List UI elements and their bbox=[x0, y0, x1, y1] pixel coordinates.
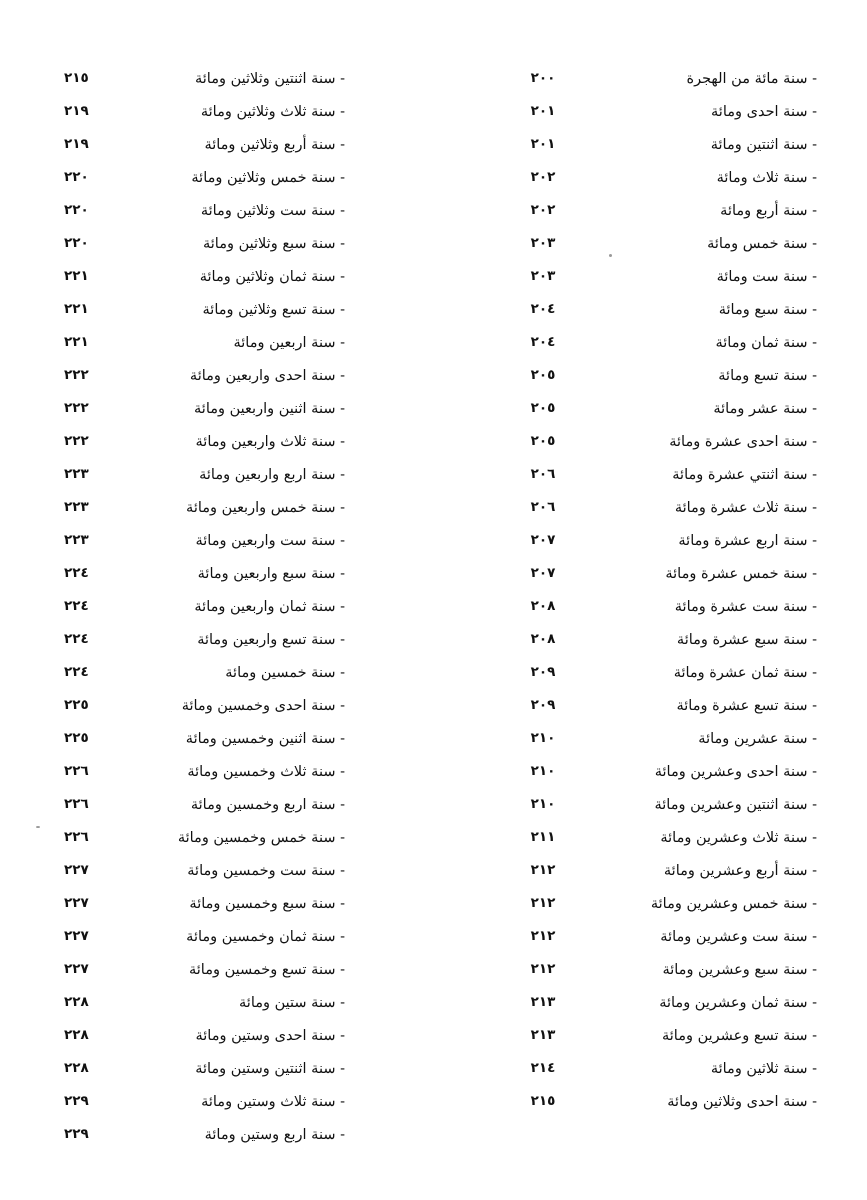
toc-entry bbox=[520, 1018, 817, 1051]
toc-entry-page-number: ٢٢٢ bbox=[64, 432, 89, 449]
toc-entry bbox=[520, 952, 817, 985]
toc-entry-title-wrap bbox=[175, 365, 345, 384]
toc-entry-title: - سنة سبع ومائة bbox=[719, 302, 817, 318]
toc-entry-page-number: ٢٠٦ bbox=[530, 465, 556, 482]
toc-entry bbox=[64, 919, 345, 952]
toc-entry bbox=[520, 655, 817, 688]
toc-entry-page-number: ٢١٢ bbox=[530, 960, 556, 977]
toc-entry bbox=[64, 259, 345, 292]
toc-entry-title: - سنة ثمان وعشرين ومائة bbox=[659, 995, 817, 1011]
toc-entry-page-number: ٢٢٤ bbox=[64, 630, 89, 647]
toc-entry-title: - سنة اثنين وخمسين ومائة bbox=[186, 731, 345, 747]
toc-column-right bbox=[520, 61, 817, 1117]
toc-entry-title: - سنة ست وخمسين ومائة bbox=[187, 863, 345, 879]
toc-entry bbox=[520, 787, 817, 820]
toc-entry-title-wrap bbox=[717, 167, 817, 186]
toc-entry-title-wrap bbox=[175, 167, 345, 186]
toc-entry-title-wrap bbox=[660, 827, 817, 846]
toc-entry bbox=[64, 457, 345, 490]
toc-entry-page-number: ٢١٠ bbox=[530, 795, 556, 812]
toc-entry-title: - سنة أربع وثلاثين ومائة bbox=[204, 137, 345, 153]
toc-entry bbox=[520, 94, 817, 127]
toc-entry bbox=[520, 490, 817, 523]
toc-entry-page-number: ٢١٩ bbox=[64, 102, 89, 119]
toc-entry-title: - سنة سبع وعشرين ومائة bbox=[662, 962, 817, 978]
toc-entry-title: - سنة ست وثلاثين ومائة bbox=[201, 203, 345, 219]
toc-entry-page-number: ٢٠٧ bbox=[530, 564, 556, 581]
toc-entry-title: - سنة ثلاث عشرة ومائة bbox=[675, 500, 817, 516]
toc-entry bbox=[64, 622, 345, 655]
toc-entry-page-number: ٢١٤ bbox=[530, 1059, 556, 1076]
toc-entry-title-wrap bbox=[175, 926, 345, 945]
toc-entry bbox=[520, 853, 817, 886]
toc-entry-title: - سنة خمس عشرة ومائة bbox=[665, 566, 817, 582]
toc-entry-title: - سنة تسع وخمسين ومائة bbox=[189, 962, 345, 978]
toc-entry bbox=[64, 325, 345, 358]
toc-entry-title-wrap bbox=[175, 1025, 345, 1044]
toc-entry-title-wrap bbox=[175, 761, 345, 780]
toc-entry-title: - سنة اربع وستين ومائة bbox=[205, 1127, 345, 1143]
toc-entry-page-number: ٢٢٨ bbox=[64, 1059, 89, 1076]
toc-entry-title: - سنة اثنتين وثلاثين ومائة bbox=[195, 71, 345, 87]
toc-entry bbox=[520, 721, 817, 754]
toc-entry bbox=[520, 985, 817, 1018]
toc-entry-title: - سنة اثنتين ومائة bbox=[711, 137, 817, 153]
toc-entry bbox=[520, 424, 817, 457]
toc-entry-page-number: ٢٢٤ bbox=[64, 564, 89, 581]
toc-entry-title: - سنة ثلاثين ومائة bbox=[711, 1061, 817, 1077]
toc-entry bbox=[64, 688, 345, 721]
toc-entry-title: - سنة خمس واربعين ومائة bbox=[186, 500, 345, 516]
toc-entry-title: - سنة تسع ومائة bbox=[718, 368, 817, 384]
toc-entry-title: - سنة اربع وخمسين ومائة bbox=[191, 797, 345, 813]
toc-entry-title: - سنة تسع وثلاثين ومائة bbox=[203, 302, 345, 318]
toc-entry-title-wrap bbox=[655, 761, 817, 780]
toc-entry-title: - سنة اثنتي عشرة ومائة bbox=[672, 467, 817, 483]
toc-entry bbox=[520, 589, 817, 622]
toc-entry-page-number: ٢٠٦ bbox=[530, 498, 556, 515]
toc-entry-title-wrap bbox=[175, 695, 345, 714]
toc-entry-title: - سنة ثمان وثلاثين ومائة bbox=[200, 269, 345, 285]
toc-entry bbox=[64, 1084, 345, 1117]
toc-entry-title-wrap bbox=[677, 629, 817, 648]
toc-entry-page-number: ٢١٥ bbox=[530, 1092, 556, 1109]
page-speck bbox=[36, 826, 40, 828]
toc-entry-title: - سنة خمس وخمسين ومائة bbox=[178, 830, 345, 846]
toc-entry-title: - سنة تسع وعشرين ومائة bbox=[662, 1028, 817, 1044]
toc-entry-page-number: ٢٢٨ bbox=[64, 1026, 89, 1043]
toc-entry-page-number: ٢٢٣ bbox=[64, 531, 89, 548]
toc-entry-title-wrap bbox=[720, 200, 817, 219]
toc-entry bbox=[520, 1084, 817, 1117]
toc-entry bbox=[64, 193, 345, 226]
toc-entry bbox=[64, 358, 345, 391]
toc-entry-page-number: ٢٠٢ bbox=[530, 168, 556, 185]
toc-entry bbox=[64, 391, 345, 424]
toc-entry bbox=[520, 622, 817, 655]
toc-entry-title-wrap bbox=[175, 299, 345, 318]
toc-entry-page-number: ٢٠٩ bbox=[530, 696, 556, 713]
toc-entry-page-number: ٢٢٦ bbox=[64, 795, 89, 812]
toc-entry-title-wrap bbox=[667, 1091, 817, 1110]
toc-entry-title: - سنة اثنتين وعشرين ومائة bbox=[654, 797, 817, 813]
toc-entry-title-wrap bbox=[175, 266, 345, 285]
toc-entry-title-wrap bbox=[660, 926, 817, 945]
toc-entry-title-wrap bbox=[175, 233, 345, 252]
toc-entry-title-wrap bbox=[175, 497, 345, 516]
toc-entry-page-number: ٢٢٠ bbox=[64, 168, 89, 185]
toc-entry-title: - سنة احدى وستين ومائة bbox=[195, 1028, 345, 1044]
toc-entry-title-wrap bbox=[719, 299, 817, 318]
toc-entry-page-number: ٢١٠ bbox=[530, 729, 556, 746]
toc-entry-title-wrap bbox=[662, 1025, 817, 1044]
toc-entry-title: - سنة سبع واربعين ومائة bbox=[198, 566, 345, 582]
toc-entry bbox=[64, 61, 345, 94]
toc-entry-page-number: ٢٢٠ bbox=[64, 234, 89, 251]
toc-entry-title: - سنة اربع عشرة ومائة bbox=[678, 533, 817, 549]
toc-entry-title: - سنة تسع واربعين ومائة bbox=[197, 632, 345, 648]
toc-entry bbox=[64, 94, 345, 127]
toc-entry bbox=[64, 1018, 345, 1051]
toc-entry-page-number: ٢١٩ bbox=[64, 135, 89, 152]
toc-entry-title: - سنة ست واربعين ومائة bbox=[195, 533, 345, 549]
toc-entry-title-wrap bbox=[175, 1091, 345, 1110]
toc-entry-page-number: ٢٠١ bbox=[530, 135, 556, 152]
toc-entry-title-wrap bbox=[713, 398, 817, 417]
toc-entry-title-wrap bbox=[711, 101, 817, 120]
toc-entry-title: - سنة اربع واربعين ومائة bbox=[199, 467, 345, 483]
toc-entry-title-wrap bbox=[175, 200, 345, 219]
toc-entry-title-wrap bbox=[175, 563, 345, 582]
toc-entry-page-number: ٢٢٥ bbox=[64, 696, 89, 713]
toc-entry-title: - سنة أربع وعشرين ومائة bbox=[664, 863, 817, 879]
toc-entry bbox=[64, 985, 345, 1018]
toc-entry-page-number: ٢٢٧ bbox=[64, 960, 89, 977]
toc-entry-page-number: ٢١٢ bbox=[530, 927, 556, 944]
toc-entry-page-number: ٢٢٢ bbox=[64, 366, 89, 383]
toc-entry bbox=[520, 358, 817, 391]
toc-entry-title-wrap bbox=[175, 464, 345, 483]
toc-entry-title: - سنة خمس وثلاثين ومائة bbox=[191, 170, 345, 186]
toc-entry-title: - سنة ستين ومائة bbox=[239, 995, 345, 1011]
toc-entry-title-wrap bbox=[676, 695, 817, 714]
toc-entry-title-wrap bbox=[675, 497, 817, 516]
toc-entry-title-wrap bbox=[717, 266, 817, 285]
toc-entry-page-number: ٢١٥ bbox=[64, 69, 89, 86]
toc-entry-page-number: ٢٠١ bbox=[530, 102, 556, 119]
toc-entry-title-wrap bbox=[175, 596, 345, 615]
toc-entry-title: - سنة احدى وخمسين ومائة bbox=[182, 698, 345, 714]
toc-entry-title: - سنة ست وعشرين ومائة bbox=[660, 929, 817, 945]
toc-entry-title: - سنة ثمان وخمسين ومائة bbox=[186, 929, 345, 945]
toc-entry-page-number: ٢١١ bbox=[530, 828, 556, 845]
toc-entry-title: - سنة ست ومائة bbox=[717, 269, 817, 285]
toc-entry-page-number: ٢٢٧ bbox=[64, 861, 89, 878]
toc-entry-page-number: ٢٠٠ bbox=[530, 69, 556, 86]
toc-entry-page-number: ٢١٢ bbox=[530, 894, 556, 911]
toc-entry bbox=[64, 721, 345, 754]
toc-entry bbox=[520, 193, 817, 226]
toc-entry-title: - سنة احدى عشرة ومائة bbox=[669, 434, 817, 450]
toc-entry-page-number: ٢٢٤ bbox=[64, 663, 89, 680]
toc-entry-title-wrap bbox=[175, 827, 345, 846]
toc-entry bbox=[520, 820, 817, 853]
toc-entry-page-number: ٢٢٢ bbox=[64, 399, 89, 416]
toc-entry-title: - سنة ثلاث وعشرين ومائة bbox=[660, 830, 817, 846]
toc-entry bbox=[520, 61, 817, 94]
toc-entry-page-number: ٢٢٤ bbox=[64, 597, 89, 614]
toc-entry-title-wrap bbox=[175, 794, 345, 813]
toc-entry-page-number: ٢٠٣ bbox=[530, 234, 556, 251]
toc-entry-page-number: ٢٢٧ bbox=[64, 894, 89, 911]
toc-entry-page-number: ٢٠٢ bbox=[530, 201, 556, 218]
toc-entry-page-number: ٢١٣ bbox=[530, 1026, 556, 1043]
toc-entry-page-number: ٢٠٥ bbox=[530, 366, 556, 383]
toc-entry-page-number: ٢٠٥ bbox=[530, 399, 556, 416]
toc-entry-page-number: ٢١٢ bbox=[530, 861, 556, 878]
toc-entry bbox=[64, 886, 345, 919]
toc-entry-page-number: ٢٢٠ bbox=[64, 201, 89, 218]
toc-entry bbox=[520, 556, 817, 589]
toc-entry bbox=[64, 1117, 345, 1150]
toc-entry bbox=[64, 160, 345, 193]
toc-entry-title: - سنة سبع عشرة ومائة bbox=[677, 632, 817, 648]
toc-entry-title: - سنة تسع عشرة ومائة bbox=[676, 698, 817, 714]
toc-entry-title-wrap bbox=[672, 464, 817, 483]
toc-entry-title: - سنة ثلاث ومائة bbox=[717, 170, 817, 186]
toc-entry-title-wrap bbox=[675, 596, 817, 615]
toc-entry-title-wrap bbox=[711, 134, 817, 153]
toc-entry-page-number: ٢١٠ bbox=[530, 762, 556, 779]
toc-entry-title: - سنة سبع وخمسين ومائة bbox=[189, 896, 345, 912]
toc-entry-title-wrap bbox=[674, 662, 817, 681]
toc-entry-title: - سنة اثنين واربعين ومائة bbox=[194, 401, 345, 417]
toc-entry-page-number: ٢٢٣ bbox=[64, 465, 89, 482]
toc-entry-title-wrap bbox=[669, 431, 817, 450]
toc-entry bbox=[64, 787, 345, 820]
toc-entry bbox=[520, 1051, 817, 1084]
toc-entry-title: - سنة ثمان واربعين ومائة bbox=[194, 599, 345, 615]
toc-entry-page-number: ٢٠٧ bbox=[530, 531, 556, 548]
toc-entry-title-wrap bbox=[707, 233, 817, 252]
toc-entry bbox=[64, 853, 345, 886]
toc-entry-title: - سنة أربع ومائة bbox=[720, 203, 817, 219]
toc-entry-title: - سنة ثمان ومائة bbox=[715, 335, 817, 351]
toc-entry-title: - سنة ثمان عشرة ومائة bbox=[674, 665, 817, 681]
toc-entry-title: - سنة اثنتين وستين ومائة bbox=[195, 1061, 345, 1077]
toc-entry-title: - سنة عشرين ومائة bbox=[698, 731, 817, 747]
toc-entry-page-number: ٢٢٨ bbox=[64, 993, 89, 1010]
toc-entry-title-wrap bbox=[175, 992, 345, 1011]
toc-entry-title-wrap bbox=[175, 893, 345, 912]
toc-entry bbox=[64, 292, 345, 325]
toc-entry bbox=[64, 754, 345, 787]
toc-entry-title: - سنة اربعين ومائة bbox=[233, 335, 345, 351]
toc-column-left bbox=[64, 61, 345, 1150]
toc-entry-page-number: ٢٢٧ bbox=[64, 927, 89, 944]
toc-entry-title-wrap bbox=[175, 959, 345, 978]
toc-entry bbox=[520, 688, 817, 721]
page-speck bbox=[609, 254, 612, 257]
toc-entry-title: - سنة احدى وثلاثين ومائة bbox=[667, 1094, 817, 1110]
toc-entry-page-number: ٢٢٣ bbox=[64, 498, 89, 515]
toc-entry bbox=[64, 820, 345, 853]
toc-entry-title-wrap bbox=[715, 332, 817, 351]
toc-entry-title-wrap bbox=[654, 794, 817, 813]
toc-entry-page-number: ٢٠٨ bbox=[530, 597, 556, 614]
toc-entry-page-number: ٢٢٦ bbox=[64, 828, 89, 845]
toc-entry bbox=[520, 127, 817, 160]
toc-entry bbox=[520, 919, 817, 952]
toc-entry-title: - سنة احدى ومائة bbox=[711, 104, 817, 120]
toc-entry bbox=[64, 1051, 345, 1084]
toc-entry bbox=[64, 952, 345, 985]
toc-entry-title-wrap bbox=[698, 728, 817, 747]
toc-entry-title: - سنة سبع وثلاثين ومائة bbox=[203, 236, 345, 252]
toc-entry-title-wrap bbox=[175, 68, 345, 87]
toc-entry bbox=[64, 556, 345, 589]
toc-entry-title-wrap bbox=[175, 728, 345, 747]
toc-entry-title-wrap bbox=[651, 893, 817, 912]
toc-entry-page-number: ٢٠٤ bbox=[530, 333, 556, 350]
toc-entry-page-number: ٢٢٦ bbox=[64, 762, 89, 779]
toc-entry-page-number: ٢٠٨ bbox=[530, 630, 556, 647]
toc-entry-title-wrap bbox=[175, 530, 345, 549]
toc-entry-title-wrap bbox=[175, 1058, 345, 1077]
toc-entry-title-wrap bbox=[665, 563, 817, 582]
toc-entry bbox=[64, 655, 345, 688]
toc-entry-title-wrap bbox=[678, 530, 817, 549]
toc-entry bbox=[520, 226, 817, 259]
toc-entry-title: - سنة ست عشرة ومائة bbox=[675, 599, 817, 615]
toc-entry bbox=[520, 523, 817, 556]
toc-entry-page-number: ٢٢٩ bbox=[64, 1125, 89, 1142]
toc-entry-title: - سنة ثلاث وثلاثين ومائة bbox=[201, 104, 345, 120]
toc-entry-page-number: ٢٢٩ bbox=[64, 1092, 89, 1109]
toc-entry-page-number: ٢٢٥ bbox=[64, 729, 89, 746]
toc-entry-title: - سنة مائة من الهجرة bbox=[686, 71, 817, 87]
toc-entry-title-wrap bbox=[175, 431, 345, 450]
toc-entry-page-number: ٢٢١ bbox=[64, 300, 89, 317]
toc-entry bbox=[64, 589, 345, 622]
toc-entry bbox=[64, 490, 345, 523]
toc-entry bbox=[64, 523, 345, 556]
toc-entry-title-wrap bbox=[175, 101, 345, 120]
toc-entry-page-number: ٢٠٥ bbox=[530, 432, 556, 449]
toc-entry-title: - سنة خمس وعشرين ومائة bbox=[651, 896, 817, 912]
toc-entry-title-wrap bbox=[175, 860, 345, 879]
toc-entry bbox=[64, 127, 345, 160]
toc-entry bbox=[520, 259, 817, 292]
toc-entry-page-number: ٢٠٤ bbox=[530, 300, 556, 317]
toc-entry bbox=[520, 886, 817, 919]
toc-entry bbox=[64, 424, 345, 457]
toc-entry-title: - سنة عشر ومائة bbox=[713, 401, 817, 417]
toc-entry bbox=[64, 226, 345, 259]
toc-entry bbox=[520, 754, 817, 787]
toc-entry-page-number: ٢٠٣ bbox=[530, 267, 556, 284]
toc-entry-title-wrap bbox=[662, 959, 817, 978]
toc-entry-title-wrap bbox=[686, 68, 817, 87]
toc-entry-title-wrap bbox=[175, 398, 345, 417]
toc-entry-title-wrap bbox=[175, 332, 345, 351]
toc-entry bbox=[520, 160, 817, 193]
toc-entry-title: - سنة احدى واربعين ومائة bbox=[190, 368, 345, 384]
toc-entry-title-wrap bbox=[175, 134, 345, 153]
toc-entry-title: - سنة خمسين ومائة bbox=[225, 665, 345, 681]
toc-entry bbox=[520, 325, 817, 358]
toc-entry-page-number: ٢٠٩ bbox=[530, 663, 556, 680]
toc-entry-title: - سنة احدى وعشرين ومائة bbox=[655, 764, 817, 780]
toc-entry-title: - سنة ثلاث واربعين ومائة bbox=[196, 434, 345, 450]
toc-entry-title-wrap bbox=[175, 629, 345, 648]
toc-entry-page-number: ٢٢١ bbox=[64, 267, 89, 284]
toc-entry-title: - سنة ثلاث وستين ومائة bbox=[201, 1094, 345, 1110]
toc-entry-title-wrap bbox=[711, 1058, 817, 1077]
toc-entry bbox=[520, 457, 817, 490]
toc-entry-title-wrap bbox=[175, 1124, 345, 1143]
toc-entry bbox=[520, 391, 817, 424]
toc-entry-title-wrap bbox=[718, 365, 817, 384]
toc-entry bbox=[520, 292, 817, 325]
toc-entry-title: - سنة ثلاث وخمسين ومائة bbox=[187, 764, 345, 780]
toc-entry-title-wrap bbox=[659, 992, 817, 1011]
toc-entry-title-wrap bbox=[175, 662, 345, 681]
toc-entry-title: - سنة خمس ومائة bbox=[707, 236, 817, 252]
toc-entry-page-number: ٢١٣ bbox=[530, 993, 556, 1010]
toc-entry-page-number: ٢٢١ bbox=[64, 333, 89, 350]
toc-entry-title-wrap bbox=[664, 860, 817, 879]
